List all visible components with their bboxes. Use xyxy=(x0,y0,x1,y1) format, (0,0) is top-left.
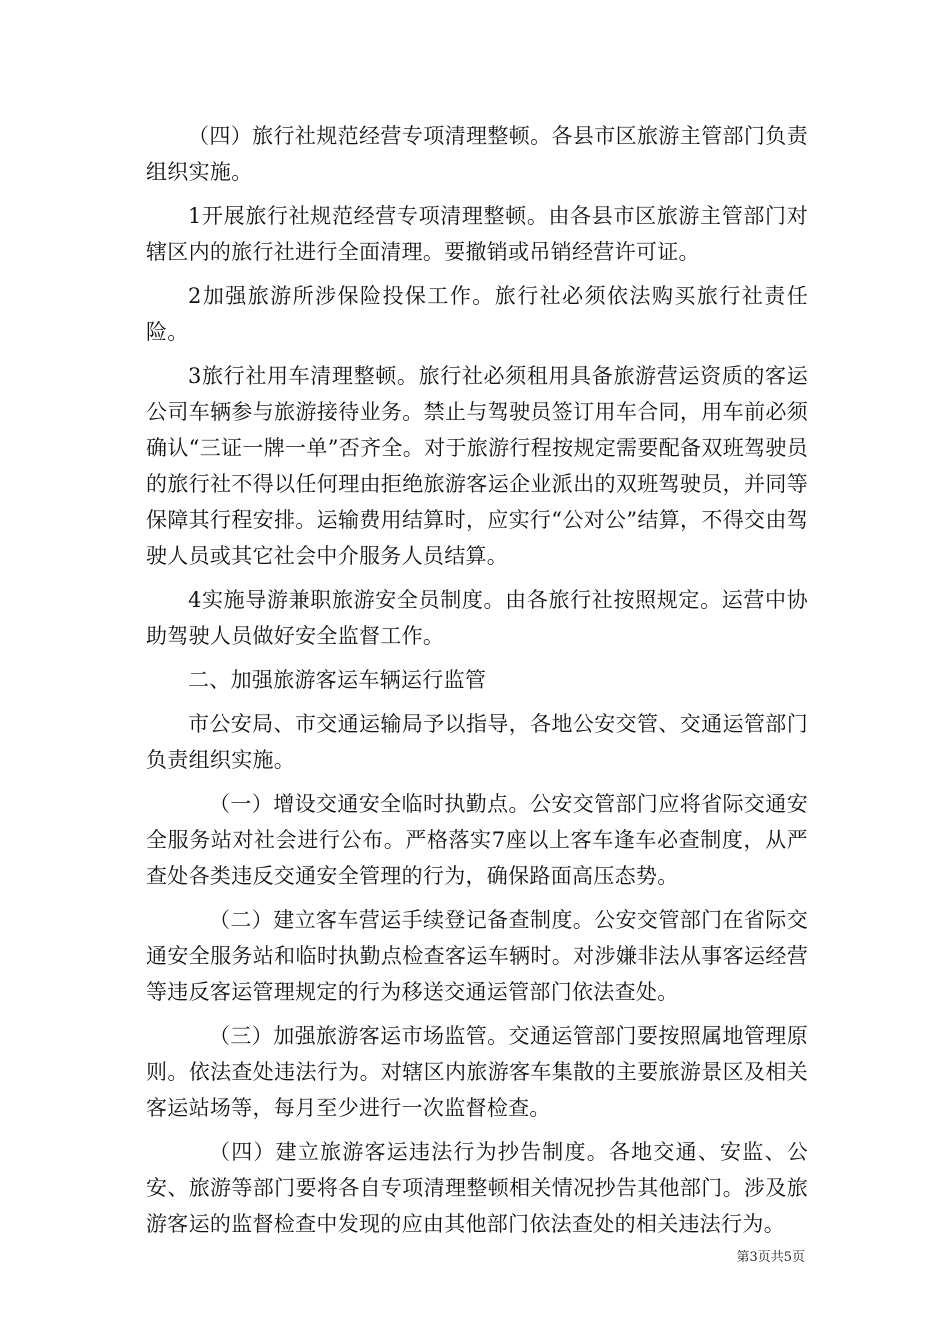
paragraph-2: 1开展旅行社规范经营专项清理整顿。由各县市区旅游主管部门对辖区内的旅行社进行全面清理。要撤销或吊销经营许可证。 xyxy=(146,204,808,264)
paragraph-5: 4实施导游兼职旅游安全员制度。由各旅行社按照规定。运营中协助驾驶人员做好安全监督工作。 xyxy=(146,588,808,648)
page-number-footer: 第3页共5页 xyxy=(736,1250,805,1265)
paragraph-11: （四）建立旅游客运违法行为抄告制度。各地交通、安监、公安、旅游等部门要将各自专项清理整顿相关情况抄告其他部门。涉及旅游客运的监督检查中发现的应由其他部门依法查处的相关违法行为。 xyxy=(146,1140,808,1236)
paragraph-3: 2加强旅游所涉保险投保工作。旅行社必须依法购买旅行社责任险。 xyxy=(146,284,808,344)
paragraph-10: （三）加强旅游客运市场监管。交通运管部门要按照属地管理原则。依法查处违法行为。对辖区内旅游客车集散的主要旅游景区及相关客运站场等，每月至少进行一次监督检查。 xyxy=(146,1024,808,1120)
paragraph-7: 市公安局、市交通运输局予以指导，各地公安交管、交通运管部门负责组织实施。 xyxy=(146,712,808,772)
paragraph-4: 3旅行社用车清理整顿。旅行社必须租用具备旅游营运资质的客运公司车辆参与旅游接待业务。禁止与驾驶员签订用车合同，用车前必须确认“三证一牌一单”否齐全。对于旅游行程按规定需要配备双班驾驶员的旅行社不得以任何理由拒绝旅游客运企业派出的双班驾驶员，并同等保障其行程安排。运输费用结算时，应实行“公对公”结算，不得交由驾驶人员或其它社会中介服务人员结算。 xyxy=(146,364,808,568)
section-heading: 二、加强旅游客运车辆运行监管 xyxy=(188,668,487,692)
paragraph-1: （四）旅行社规范经营专项清理整顿。各县市区旅游主管部门负责组织实施。 xyxy=(146,124,808,184)
document-body xyxy=(146,118,808,1250)
paragraph-8: （一）增设交通安全临时执勤点。公安交管部门应将省际交通安全服务站对社会进行公布。严格落实7座以上客车逢车必查制度，从严查处各类违反交通安全管理的行为，确保路面高压态势。 xyxy=(146,792,808,888)
paragraph-9: （二）建立客车营运手续登记备查制度。公安交管部门在省际交通安全服务站和临时执勤点检查客运车辆时。对涉嫌非法从事客运经营等违反客运管理规定的行为移送交通运管部门依法查处。 xyxy=(146,908,808,1004)
